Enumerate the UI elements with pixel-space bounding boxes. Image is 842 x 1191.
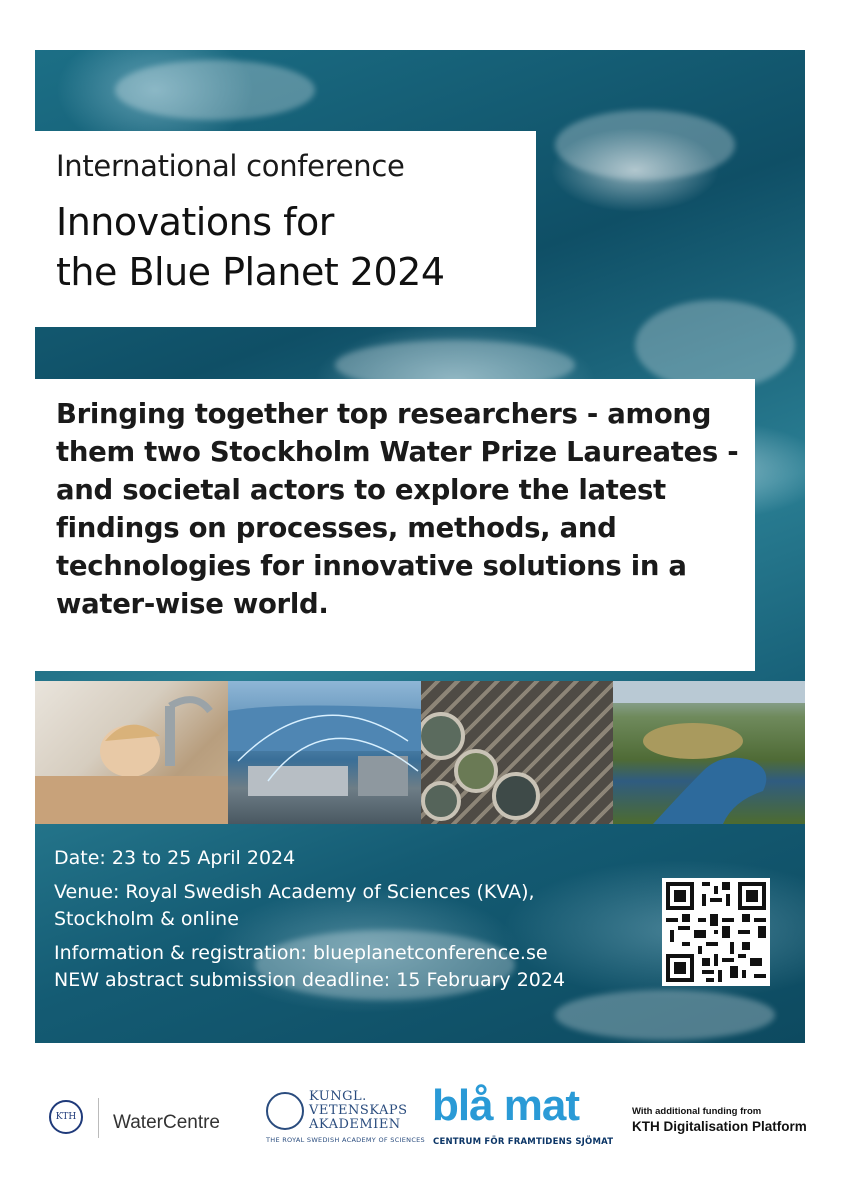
foam-texture [115,60,315,120]
kva-logo-line-1: KUNGL. [309,1089,367,1104]
photo-child-drinking-tap-water [35,681,228,824]
event-registration[interactable]: Information & registration: blueplanetconference.se [54,942,548,964]
photo-wetland-landscape [613,681,805,824]
intro-text: Bringing together top researchers - among them two Stockholm Water Prize Laureates - and societal actors to explore the latest findings on processes, methods, and technologies for innovative solutions in a water-wise world. [56,398,739,620]
title-line-2: the Blue Planet 2024 [56,250,445,294]
photo-strip [35,681,805,824]
event-deadline: NEW abstract submission deadline: 15 February 2024 [54,969,566,991]
qr-code-pattern [662,878,770,986]
photo-water-treatment-plant [421,681,613,824]
tap-illustration [35,681,228,824]
treatment-illustration [421,681,613,824]
kva-logo-line-2: VETENSKAPS [309,1103,408,1118]
kva-seal-icon [266,1092,304,1130]
kth-logo-text: KTH [55,1112,77,1122]
title-line-1: Innovations for [56,200,334,244]
foam-texture [555,110,735,180]
blamat-logo-subtitle: CENTRUM FÖR FRAMTIDENS SJÖMAT [433,1137,614,1147]
logo-divider [98,1098,99,1138]
kva-logo-line-3: AKADEMIEN [309,1117,401,1132]
event-venue-line-1: Venue: Royal Swedish Academy of Sciences (KVA), [54,881,535,903]
blamat-logo: blå mat [432,1081,580,1130]
kth-logo [49,1100,83,1134]
wetland-illustration [613,681,805,824]
harbor-illustration [228,681,421,824]
foam-texture [635,300,795,390]
poster-ocean-background [35,50,805,1043]
foam-texture [555,990,775,1040]
kva-logo-subtitle: THE ROYAL SWEDISH ACADEMY OF SCIENCES [266,1136,425,1144]
watercentre-logo: WaterCentre [113,1112,220,1133]
event-details [54,845,565,994]
qr-code[interactable] [662,878,770,986]
event-venue-line-2: Stockholm & online [54,908,239,930]
intro-box [35,379,755,671]
conference-title [56,197,445,297]
funding-sponsor-name: KTH Digitalisation Platform [632,1119,807,1134]
conference-kicker: International conference [56,149,405,183]
title-box [35,131,536,327]
photo-smart-city-harbor [228,681,421,824]
event-date: Date: 23 to 25 April 2024 [54,847,296,869]
funding-note: With additional funding from [632,1106,762,1117]
kva-logo [309,1090,408,1132]
